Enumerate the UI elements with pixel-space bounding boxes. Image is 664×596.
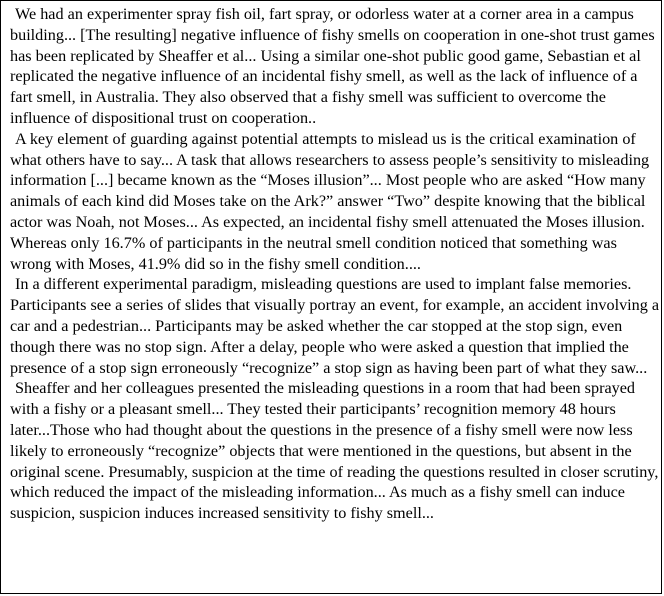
paragraph-false-memories: In a different experimental paradigm, misleading questions are used to implant false memories. Participants see a series of slides that visually portray an event, for example, an accident involving a car and a pedestrian... Participants may be asked whether the car stopped at the stop sign, even though there was no stop sign. After a delay, people who were asked a question that implied the presence of a stop sign erroneously “recognize” a stop sign as having been part of what they saw... xyxy=(10,275,660,377)
paragraph-sheaffer-recognition: Sheaffer and her colleagues presented the misleading questions in a room that had been sprayed with a fishy or a pleasant smell... They tested their participants’ recognition memory 48 hours later...Those who had thought about the questions in the presence of a fishy smell were now less likely to erroneously “recognize” objects that were mentioned in the questions, but absent in the original scene. Presumably, suspicion at the time of reading the questions resulted in closer scrutiny, which reduced the impact of the misleading information... As much as a fishy smell can induce suspicion, suspicion induces increased sensitivity to fishy smell... xyxy=(10,379,659,523)
document-body[interactable] xyxy=(10,4,660,524)
paragraph-moses-illusion: A key element of guarding against potential attempts to mislead us is the critical examination of what others have to say... A task that allows researchers to assess people’s sensitivity to misleading information [...] became known as the “Moses illusion”... Most people who are asked “How many animals of each kind did Moses take on the Ark?” answer “Two” despite knowing that the biblical actor was Noah, not Moses... As expected, an incidental fishy smell attenuated the Moses illusion. Whereas only 16.7% of participants in the neutral smell condition noticed that something was wrong with Moses, 41.9% did so in the fishy smell condition.... xyxy=(10,129,650,273)
paragraph-fish-oil-experiment: We had an experimenter spray fish oil, fart spray, or odorless water at a corner area in a campus building... [The resulting] negative influence of fishy smells on cooperation in one-shot trust games has been replicated by Sheaffer et al... Using a similar one-shot public good game, Sebastian et al replicated the negative influence of an incidental fishy smell, as well as the lack of influence of a fart smell, in Australia. They also observed that a fishy smell was sufficient to overcome the influence of dispositional trust on cooperation.. xyxy=(10,5,655,127)
